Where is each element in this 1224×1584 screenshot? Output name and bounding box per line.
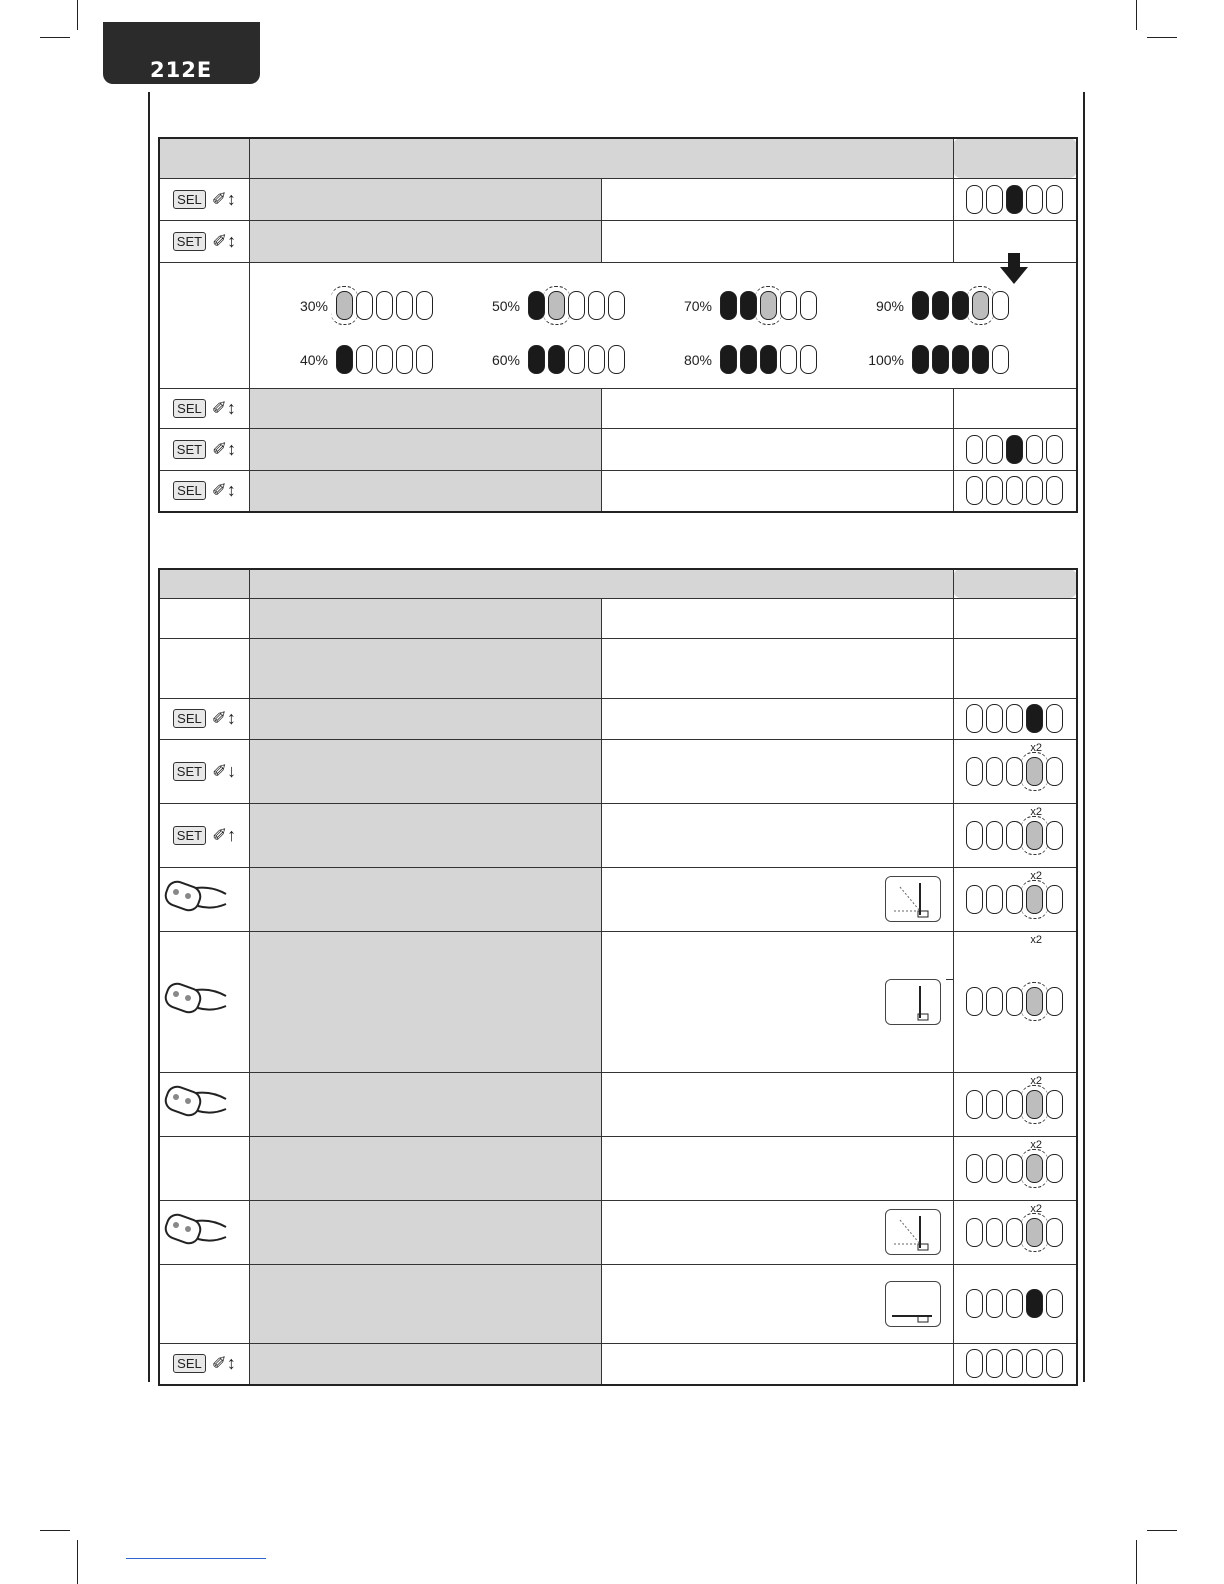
press-arrow-icon: ✐↕ — [212, 230, 237, 251]
step-description — [601, 178, 953, 220]
led-blink — [1026, 885, 1043, 914]
blink-count-label: x2 — [1030, 869, 1042, 882]
procedure-step-row — [159, 739, 1077, 803]
led-off — [588, 291, 605, 320]
step-description — [601, 931, 953, 1072]
percent-label: 60% — [491, 351, 520, 368]
table-header-row — [159, 138, 1077, 178]
led-off — [356, 345, 373, 374]
step-description — [601, 1200, 953, 1264]
led-blink — [1026, 1154, 1043, 1183]
percent-level — [482, 291, 625, 320]
led-on — [528, 345, 545, 374]
sel-button-icon — [160, 480, 249, 501]
led-off — [986, 757, 1003, 786]
led-off — [1046, 476, 1063, 505]
step-description — [601, 220, 953, 262]
led-blink — [972, 291, 989, 320]
led-off — [966, 476, 983, 505]
led-off — [376, 345, 393, 374]
led-on — [972, 345, 989, 374]
led-indicator — [954, 1265, 1077, 1343]
percent-label: 80% — [683, 351, 712, 368]
led-off — [966, 704, 983, 733]
led-off — [966, 757, 983, 786]
remote-control-hand-icon — [160, 874, 228, 920]
led-off — [986, 821, 1003, 850]
crop-mark — [1136, 0, 1137, 30]
led-blink — [548, 291, 565, 320]
led-off — [966, 1090, 983, 1119]
led-indicator — [912, 345, 1009, 374]
blink-count-label: x2 — [1030, 741, 1042, 754]
percent-level — [866, 345, 1009, 374]
percent-label: 50% — [491, 297, 520, 314]
press-arrow-icon: ✐↕ — [211, 1353, 236, 1374]
led-off — [986, 476, 1003, 505]
set-key: SET — [173, 232, 206, 251]
led-blink — [760, 291, 777, 320]
percent-levels-panel — [250, 263, 1076, 387]
led-on — [1006, 185, 1023, 214]
press-arrow-icon: ✐↕ — [211, 188, 236, 209]
remote-control-hand-icon — [160, 1207, 228, 1253]
press-arrow-icon: ✐↕ — [211, 480, 236, 501]
led-on — [912, 345, 929, 374]
crop-mark — [77, 0, 78, 30]
step-description — [601, 428, 953, 470]
led-on — [548, 345, 565, 374]
step-description — [601, 698, 953, 739]
procedure-step-row — [159, 1136, 1077, 1200]
led-indicator — [954, 429, 1077, 470]
led-indicator — [954, 740, 1077, 803]
crop-mark — [40, 1530, 70, 1531]
led-indicator — [720, 291, 817, 320]
barrier-position-closed-icon — [885, 1281, 941, 1327]
led-indicator — [528, 345, 625, 374]
led-off — [1046, 704, 1063, 733]
led-off — [1026, 185, 1043, 214]
blink-count-label: x2 — [1030, 1202, 1042, 1215]
blink-count-label: x2 — [1030, 933, 1042, 946]
blink-count-label: x2 — [1030, 1074, 1042, 1087]
set-key: SET — [173, 826, 206, 845]
led-off — [966, 185, 983, 214]
procedure-table-1 — [158, 137, 1078, 513]
led-off — [986, 1349, 1003, 1378]
led-off — [986, 185, 1003, 214]
led-off — [1006, 1349, 1023, 1378]
led-off — [1046, 1289, 1063, 1318]
procedure-step-row — [159, 867, 1077, 931]
led-on — [1026, 704, 1043, 733]
press-arrow-icon: ✐↕ — [211, 397, 236, 418]
step-description — [601, 598, 953, 638]
sel-key: SEL — [173, 190, 206, 209]
set-key: SET — [173, 762, 206, 781]
led-on — [1026, 1289, 1043, 1318]
percent-level — [290, 291, 433, 320]
led-on — [932, 291, 949, 320]
percent-label: 30% — [299, 297, 328, 314]
led-on — [720, 291, 737, 320]
led-off — [1046, 1218, 1063, 1247]
led-on — [1006, 435, 1023, 464]
footer-link-underline[interactable] — [126, 1558, 266, 1559]
led-off — [966, 1218, 983, 1247]
led-off — [568, 345, 585, 374]
procedure-step-row — [159, 638, 1077, 698]
led-indicator — [954, 471, 1077, 512]
led-off — [1046, 821, 1063, 850]
led-off — [966, 987, 983, 1016]
sel-key: SEL — [173, 481, 206, 500]
led-off — [986, 987, 1003, 1016]
led-off — [396, 345, 413, 374]
procedure-step-row — [159, 698, 1077, 739]
led-indicator — [954, 868, 1077, 931]
led-on — [952, 345, 969, 374]
led-off — [1046, 185, 1063, 214]
sel-button-icon — [160, 708, 249, 729]
crop-mark — [1147, 1530, 1177, 1531]
led-off — [608, 291, 625, 320]
led-off — [966, 1154, 983, 1183]
led-indicator — [954, 932, 1077, 1072]
procedure-step-row — [159, 178, 1077, 220]
percent-label: 40% — [299, 351, 328, 368]
led-off — [1006, 1289, 1023, 1318]
led-off — [986, 435, 1003, 464]
sel-button-icon — [160, 1353, 249, 1374]
led-off — [966, 821, 983, 850]
led-on — [912, 291, 929, 320]
percent-label: 70% — [683, 297, 712, 314]
led-on — [932, 345, 949, 374]
led-off — [780, 345, 797, 374]
led-indicator — [954, 1201, 1077, 1264]
step-description — [601, 1136, 953, 1200]
table-header-row — [159, 569, 1077, 598]
percent-level — [866, 291, 1009, 320]
right-border-line — [1083, 92, 1085, 1382]
led-off — [1046, 1090, 1063, 1119]
led-off — [986, 1090, 1003, 1119]
blink-count-label: x2 — [1030, 1138, 1042, 1151]
led-off — [1006, 704, 1023, 733]
led-off — [1046, 757, 1063, 786]
crop-mark — [1147, 37, 1177, 38]
led-off — [588, 345, 605, 374]
led-off — [1026, 1349, 1043, 1378]
led-on — [740, 345, 757, 374]
set-button-icon — [160, 761, 249, 782]
set-button-icon — [160, 439, 249, 460]
led-indicator — [912, 291, 1009, 320]
percent-level — [674, 345, 817, 374]
led-off — [800, 291, 817, 320]
procedure-table-2 — [158, 568, 1078, 1386]
step-description — [601, 388, 953, 428]
led-off — [966, 1289, 983, 1318]
step-description — [601, 1264, 953, 1343]
percent-levels-row — [159, 262, 1077, 388]
press-arrow-icon: ✐↕ — [212, 438, 237, 459]
led-on — [720, 345, 737, 374]
led-indicator — [954, 804, 1077, 867]
set-button-icon — [160, 825, 249, 846]
step-description — [601, 803, 953, 867]
led-off — [356, 291, 373, 320]
led-indicator — [954, 1073, 1077, 1136]
crop-mark — [77, 1540, 78, 1584]
led-on — [336, 345, 353, 374]
led-off — [416, 291, 433, 320]
led-off — [986, 1289, 1003, 1318]
led-off — [992, 291, 1009, 320]
procedure-step-row — [159, 1072, 1077, 1136]
led-off — [992, 345, 1009, 374]
led-blink — [1026, 757, 1043, 786]
led-off — [1026, 476, 1043, 505]
step-description — [601, 1343, 953, 1385]
led-indicator — [954, 1344, 1077, 1385]
led-blink — [1026, 821, 1043, 850]
led-indicator — [954, 699, 1077, 739]
crop-mark — [1136, 1540, 1137, 1584]
left-border-line — [148, 92, 150, 1382]
procedure-step-row — [159, 428, 1077, 470]
set-button-icon — [160, 231, 249, 252]
led-off — [1046, 987, 1063, 1016]
led-off — [1046, 1154, 1063, 1183]
led-off — [800, 345, 817, 374]
led-off — [780, 291, 797, 320]
led-off — [986, 704, 1003, 733]
led-off — [608, 345, 625, 374]
remote-control-hand-icon — [160, 976, 228, 1022]
led-indicator — [720, 345, 817, 374]
procedure-step-row — [159, 1200, 1077, 1264]
model-label: 212E — [150, 58, 213, 82]
led-off — [376, 291, 393, 320]
procedure-step-row — [159, 803, 1077, 867]
procedure-step-row — [159, 388, 1077, 428]
press-arrow-icon: ✐↕ — [211, 708, 236, 728]
led-blink — [1026, 1090, 1043, 1119]
led-off — [1046, 1349, 1063, 1378]
sel-button-icon — [160, 189, 249, 210]
led-indicator — [954, 179, 1077, 220]
set-key: SET — [173, 440, 206, 459]
procedure-step-row — [159, 1264, 1077, 1343]
model-tab — [103, 22, 260, 84]
percent-label: 90% — [875, 297, 904, 314]
step-description — [601, 470, 953, 512]
led-off — [416, 345, 433, 374]
barrier-position-vertical-icon — [885, 979, 941, 1025]
led-off — [1046, 885, 1063, 914]
procedure-step-row — [159, 220, 1077, 262]
led-off — [966, 435, 983, 464]
led-blink — [1026, 1218, 1043, 1247]
remote-control-hand-icon — [160, 1079, 228, 1125]
led-off — [1006, 476, 1023, 505]
led-off — [966, 1349, 983, 1378]
sel-button-icon — [160, 398, 249, 419]
led-off — [986, 1218, 1003, 1247]
led-off — [1026, 435, 1043, 464]
step-description — [601, 867, 953, 931]
procedure-step-row — [159, 931, 1077, 1072]
barrier-position-open-icon — [885, 1209, 941, 1255]
press-arrow-icon: ✐↑ — [212, 824, 237, 845]
percent-level — [674, 291, 817, 320]
led-blink — [336, 291, 353, 320]
press-arrow-icon: ✐↓ — [212, 760, 237, 781]
percent-level — [290, 345, 433, 374]
percent-level — [482, 345, 625, 374]
crop-mark — [40, 37, 70, 38]
led-off — [966, 885, 983, 914]
led-off — [1046, 435, 1063, 464]
blink-count-label: x2 — [1030, 805, 1042, 818]
step-description — [601, 638, 953, 698]
led-indicator — [954, 1137, 1077, 1200]
led-off — [568, 291, 585, 320]
led-indicator — [336, 291, 433, 320]
procedure-step-row — [159, 1343, 1077, 1385]
led-off — [986, 1154, 1003, 1183]
sel-key: SEL — [173, 709, 206, 728]
procedure-step-row — [159, 598, 1077, 638]
sel-key: SEL — [173, 1354, 206, 1373]
sel-key: SEL — [173, 399, 206, 418]
led-indicator — [528, 291, 625, 320]
step-description — [601, 739, 953, 803]
step-description — [601, 1072, 953, 1136]
barrier-position-open-icon — [885, 876, 941, 922]
led-indicator — [336, 345, 433, 374]
led-on — [760, 345, 777, 374]
procedure-step-row — [159, 470, 1077, 512]
arrow-down-icon — [999, 253, 1029, 285]
led-off — [986, 885, 1003, 914]
percent-label: 100% — [868, 351, 904, 368]
led-blink — [1026, 987, 1043, 1016]
led-off — [396, 291, 413, 320]
